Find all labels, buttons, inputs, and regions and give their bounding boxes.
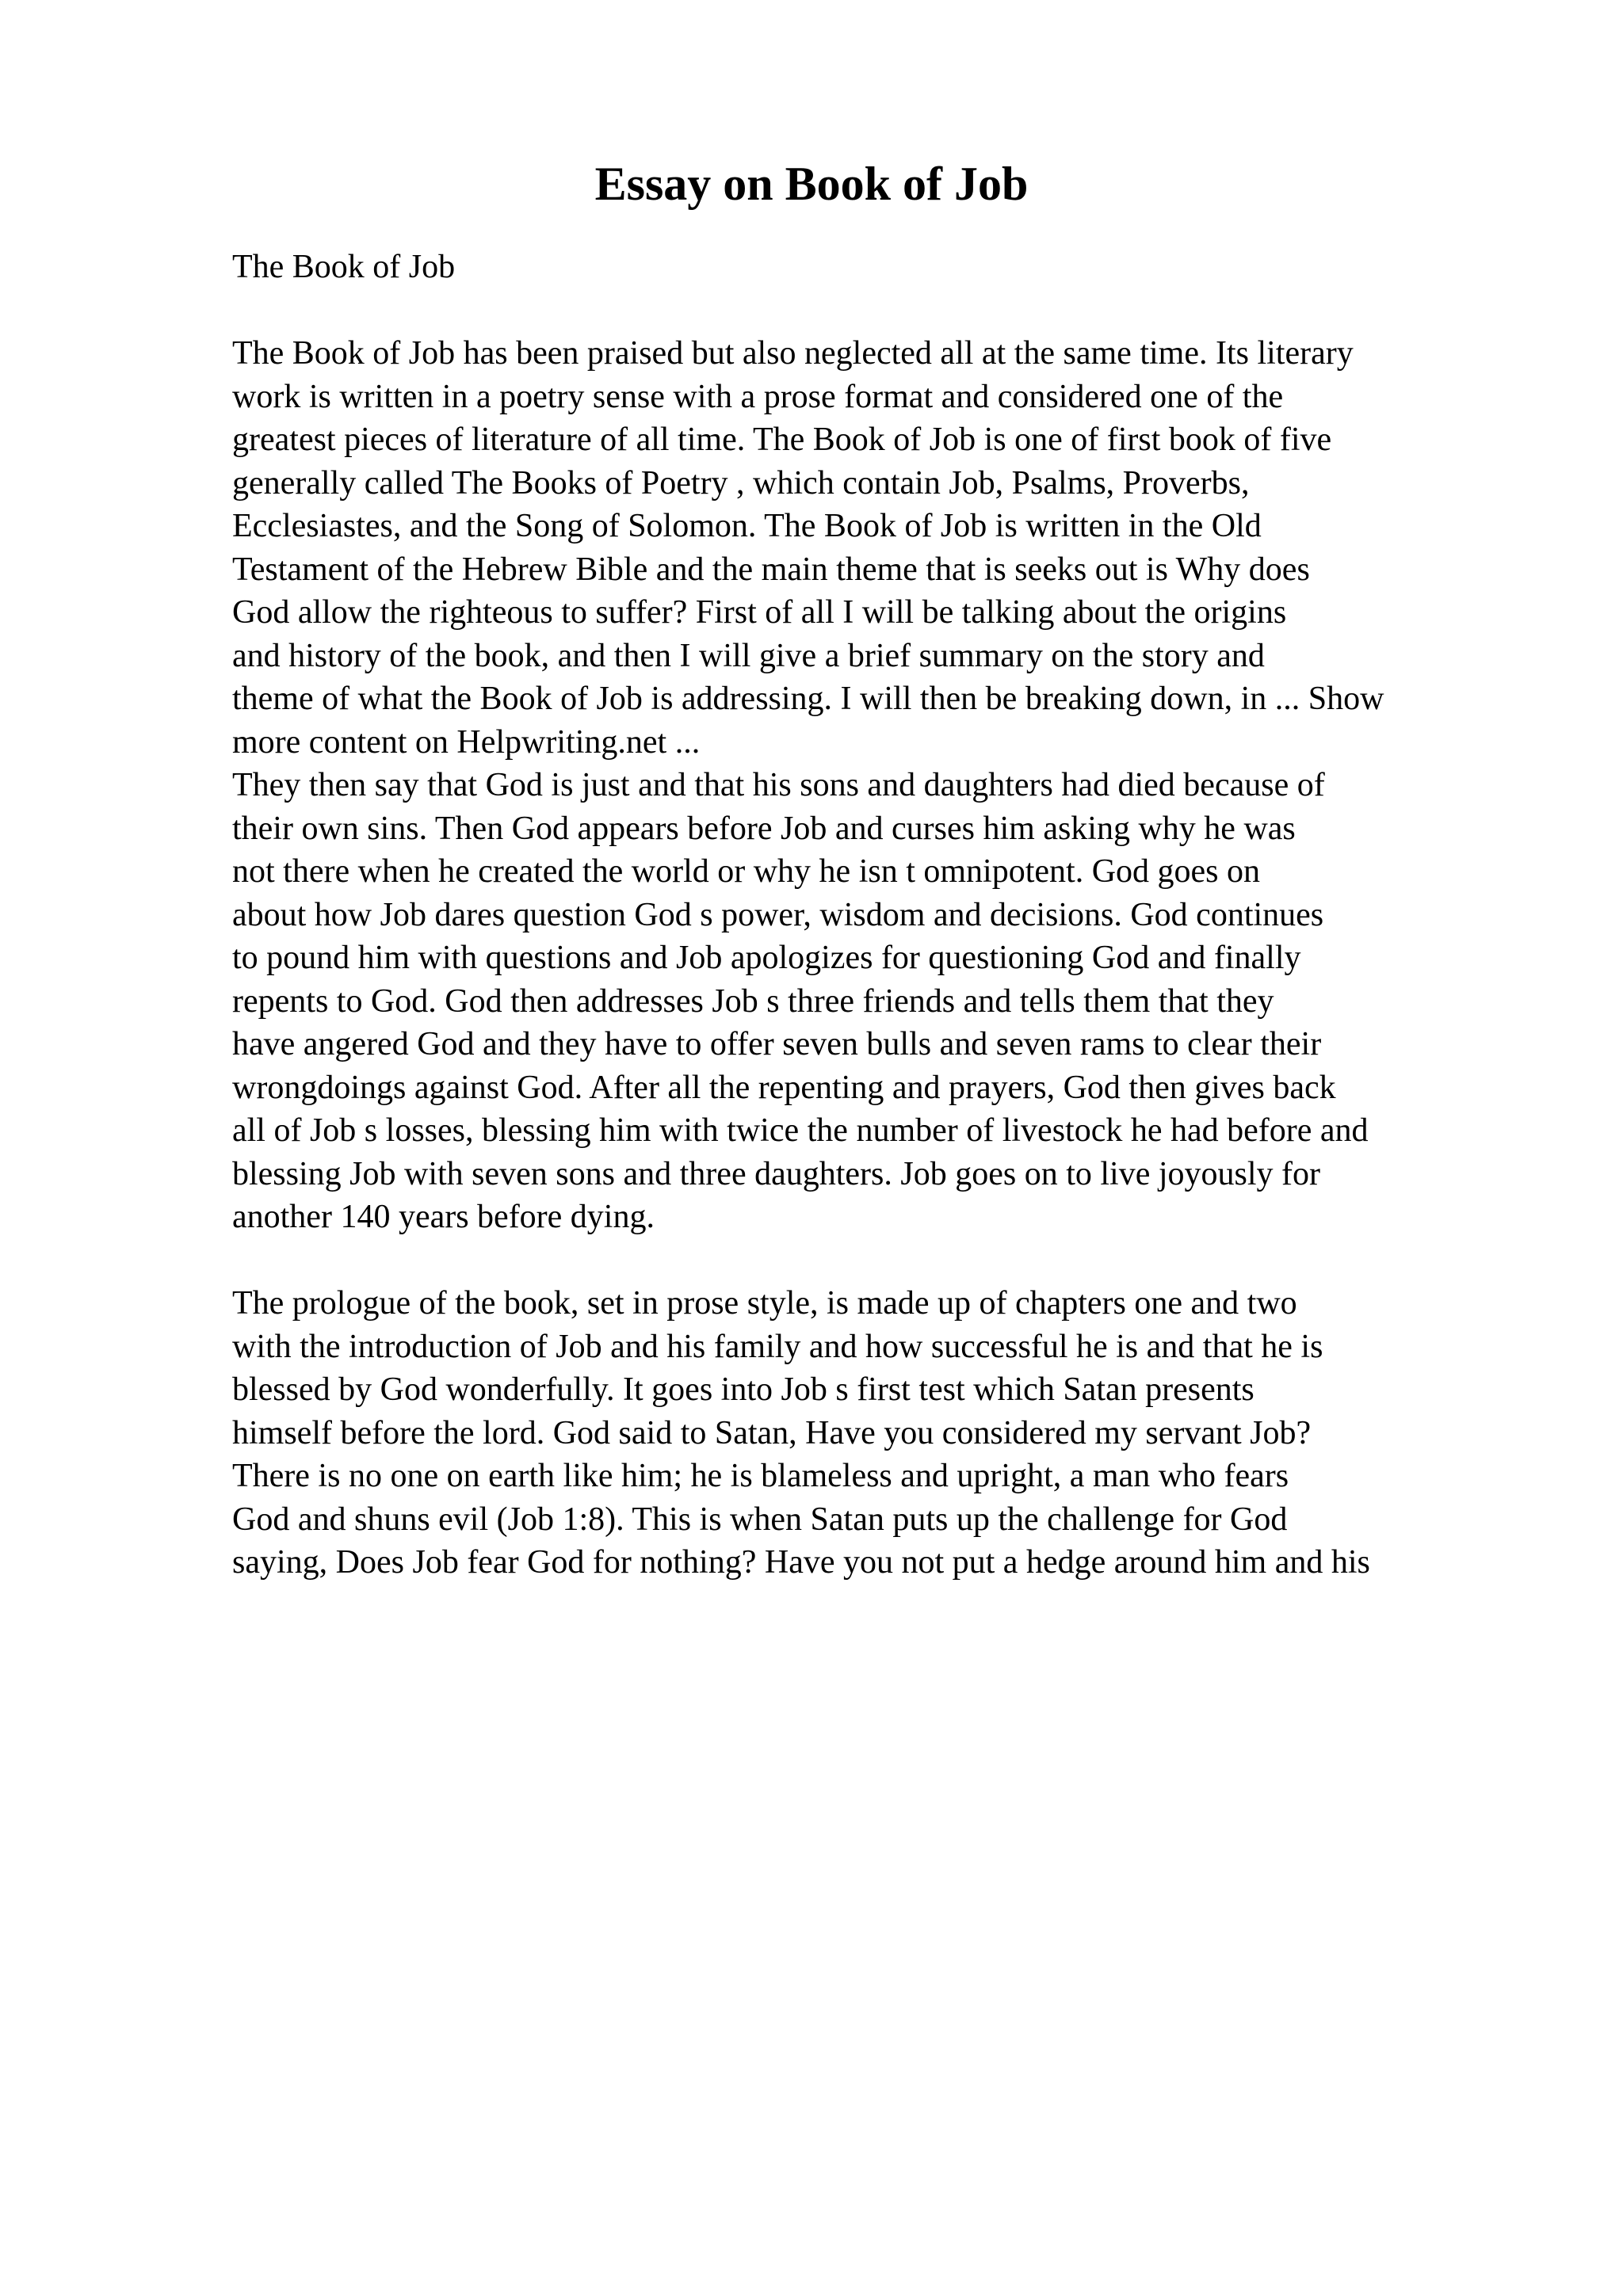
text-line: have angered God and they have to offer seven bulls and seven rams to clear their xyxy=(232,1026,1322,1062)
subheading: The Book of Job xyxy=(232,249,456,285)
text-line: theme of what the Book of Job is addressing. I will then be breaking down, in ... Show xyxy=(232,681,1384,717)
text-line: with the introduction of Job and his family and how successful he is and that he is xyxy=(232,1328,1323,1365)
text-line: repents to God. God then addresses Job s three friends and tells them that they xyxy=(232,982,1274,1020)
text-line: Testament of the Hebrew Bible and the main theme that is seeks out is Why does xyxy=(232,551,1310,588)
paragraph-2 xyxy=(232,1282,1595,1585)
text-line: greatest pieces of literature of all time. The Book of Job is one of first book of five xyxy=(232,421,1332,458)
text-line: work is written in a poetry sense with a prose format and considered one of the xyxy=(232,378,1284,415)
paragraph-spacer xyxy=(232,289,1595,333)
document-body xyxy=(232,246,1595,1585)
text-line: another 140 years before dying. xyxy=(232,1199,655,1235)
text-line: himself before the lord. God said to Satan, Have you considered my servant Job? xyxy=(232,1414,1312,1451)
text-line: blessing Job with seven sons and three daughters. Job goes on to live joyously for xyxy=(232,1155,1320,1192)
paragraph-spacer xyxy=(232,1239,1595,1283)
text-line: their own sins. Then God appears before Job and curses him asking why he was xyxy=(232,810,1296,847)
text-line: The Book of Job has been praised but also neglected all at the same time. Its literary xyxy=(232,335,1354,372)
text-line: about how Job dares question God s power, wisdom and decisions. God continues xyxy=(232,896,1324,933)
text-line: The prologue of the book, set in prose style, is made up of chapters one and two xyxy=(232,1285,1297,1322)
text-line: more content on Helpwriting.net ... xyxy=(232,723,701,761)
text-line: God allow the righteous to suffer? First of all I will be talking about the origins xyxy=(232,594,1287,631)
text-line: all of Job s losses, blessing him with twice the number of livestock he had before and xyxy=(232,1112,1369,1149)
text-line: Ecclesiastes, and the Song of Solomon. The Book of Job is written in the Old xyxy=(232,508,1262,544)
text-line: not there when he created the world or why he isn t omnipotent. God goes on xyxy=(232,853,1261,890)
text-line: wrongdoings against God. After all the repenting and prayers, God then gives back xyxy=(232,1069,1336,1106)
text-line: blessed by God wonderfully. It goes into Job s first test which Satan presents xyxy=(232,1371,1254,1408)
text-line: saying, Does Job fear God for nothing? Have you not put a hedge around him and his xyxy=(232,1544,1370,1581)
text-line: to pound him with questions and Job apologizes for questioning God and finally xyxy=(232,940,1301,976)
text-line: They then say that God is just and that his sons and daughters had died because of xyxy=(232,767,1325,803)
text-line: and history of the book, and then I will give a brief summary on the story and xyxy=(232,637,1265,674)
paragraph-1 xyxy=(232,332,1595,1239)
document-title: Essay on Book of Job xyxy=(594,158,1029,210)
text-line: generally called The Books of Poetry , which contain Job, Psalms, Proverbs, xyxy=(232,464,1250,502)
text-line: There is no one on earth like him; he is blameless and upright, a man who fears xyxy=(232,1458,1289,1494)
text-line: God and shuns evil (Job 1:8). This is when Satan puts up the challenge for God xyxy=(232,1501,1288,1538)
